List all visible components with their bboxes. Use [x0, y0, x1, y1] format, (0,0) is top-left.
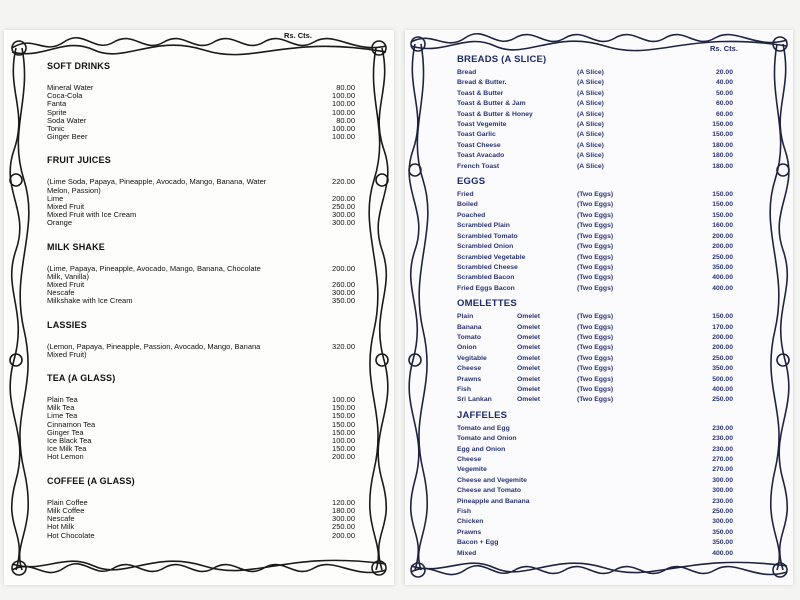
- menu-section-omelettes: [457, 298, 747, 406]
- menu-item: [47, 404, 360, 412]
- menu-item: [457, 465, 747, 475]
- section-note-price: 220.00: [332, 177, 355, 187]
- item-name: Hot Lemon: [47, 452, 84, 462]
- item-price: 100.00: [332, 436, 355, 446]
- menu-item: [47, 297, 360, 305]
- item-type: Omelet: [517, 313, 541, 321]
- item-price: 250.00: [712, 253, 733, 261]
- item-price: 160.00: [712, 222, 733, 230]
- item-price: 20.00: [715, 69, 733, 76]
- item-price: 100.00: [332, 124, 355, 134]
- menu-item: [47, 445, 360, 453]
- item-name: Prawns: [457, 375, 482, 383]
- item-price: 230.00: [712, 445, 733, 453]
- item-portion: (Two Eggs): [577, 354, 614, 362]
- item-price: 350.00: [712, 365, 733, 373]
- section-title: TEA (A GLASS): [47, 373, 116, 384]
- item-name: Cinnamon Tea: [47, 419, 96, 429]
- menu-item: [457, 323, 747, 333]
- menu-item: [457, 528, 747, 538]
- item-price: 230.00: [712, 435, 733, 443]
- item-portion: (A Slice): [577, 89, 604, 97]
- section-title: SOFT DRINKS: [47, 61, 111, 71]
- item-portion: (Two Eggs): [577, 365, 614, 373]
- item-price: 400.00: [712, 274, 733, 282]
- item-portion: (Two Eggs): [577, 222, 614, 230]
- section-title: OMELETTES: [457, 298, 517, 310]
- item-name: Sprite: [47, 107, 67, 117]
- item-name: Fish: [457, 508, 471, 516]
- item-price: 400.00: [712, 385, 733, 393]
- item-price: 150.00: [712, 191, 733, 199]
- item-name: Banana: [457, 323, 482, 331]
- item-name: Mixed Fruit: [47, 280, 85, 290]
- menu-item: [47, 281, 360, 289]
- menu-item: [47, 125, 360, 133]
- item-name: Ice Black Tea: [47, 436, 92, 446]
- menu-item: [457, 517, 747, 527]
- item-price: 200.00: [712, 333, 733, 341]
- item-portion: (A Slice): [577, 121, 604, 129]
- section-title: JAFFELES: [457, 409, 508, 421]
- menu-page-right: [405, 30, 793, 585]
- item-price: 350.00: [712, 539, 733, 547]
- item-price: 200.00: [332, 452, 355, 462]
- menu-item: [457, 151, 747, 161]
- item-price: 200.00: [332, 193, 355, 203]
- item-portion: (A Slice): [577, 152, 604, 160]
- menu-item: [457, 434, 747, 444]
- item-portion: (Two Eggs): [577, 313, 614, 321]
- item-portion: (A Slice): [577, 79, 604, 87]
- menu-item: [457, 162, 747, 172]
- item-type: Omelet: [517, 333, 541, 341]
- item-price: 100.00: [332, 91, 355, 101]
- item-name: Bread: [457, 69, 477, 76]
- menu-section-milk-shake: [47, 242, 360, 306]
- item-price: 150.00: [712, 121, 733, 129]
- item-name: Onion: [457, 344, 477, 352]
- item-name: Vegitable: [457, 354, 487, 362]
- menu-item: [47, 100, 360, 108]
- menu-section-jaffeles: [457, 410, 747, 559]
- menu-item: [457, 263, 747, 273]
- item-name: Orange: [47, 218, 73, 228]
- item-price: 60.00: [715, 110, 733, 118]
- section-note-price: 320.00: [332, 341, 355, 351]
- section-title: LASSIES: [47, 319, 87, 330]
- menu-item: [47, 515, 360, 523]
- menu-item: [457, 445, 747, 455]
- item-portion: (Two Eggs): [577, 263, 614, 271]
- item-name: Mixed Fruit with Ice Cream: [47, 210, 137, 220]
- item-name: Scrambled Tomato: [457, 232, 518, 240]
- item-price: 250.00: [332, 202, 355, 212]
- item-name: Toast Cheese: [457, 141, 501, 149]
- item-price: 270.00: [712, 466, 733, 474]
- menu-item: [47, 421, 360, 429]
- item-name: Scrambled Vegetable: [457, 253, 526, 261]
- item-price: 300.00: [712, 518, 733, 526]
- menu-section-fruit-juices: [47, 155, 360, 227]
- menu-item: [47, 429, 360, 437]
- menu-item: [457, 364, 747, 374]
- item-name: Lime Tea: [47, 411, 78, 421]
- item-portion: (Two Eggs): [577, 396, 614, 404]
- item-name: Sri Lankan: [457, 396, 492, 404]
- menu-item: [457, 120, 747, 130]
- menu-item: [457, 507, 747, 517]
- item-price: 200.00: [712, 243, 733, 251]
- item-type: Omelet: [517, 365, 541, 373]
- item-name: Mixed: [457, 549, 477, 557]
- item-price: 200.00: [712, 344, 733, 352]
- menu-item: [47, 84, 360, 92]
- item-price: 180.00: [332, 505, 355, 515]
- menu-item: [457, 284, 747, 294]
- item-price: 40.00: [715, 79, 733, 87]
- item-price: 180.00: [712, 162, 733, 170]
- menu-section-coffee-a-glass: [47, 476, 360, 540]
- section-title: BREADS (A SLICE): [457, 54, 547, 65]
- menu-item: [47, 92, 360, 100]
- item-portion: (Two Eggs): [577, 232, 614, 240]
- item-portion: (A Slice): [577, 131, 604, 139]
- menu-item: [457, 221, 747, 231]
- menu-item: [457, 455, 747, 465]
- menu-item: [457, 476, 747, 486]
- item-name: Scrambled Bacon: [457, 274, 515, 282]
- item-portion: (A Slice): [577, 110, 604, 118]
- item-portion: (A Slice): [577, 141, 604, 149]
- item-type: Omelet: [517, 344, 541, 352]
- item-price: 150.00: [332, 427, 355, 437]
- item-price: 170.00: [712, 323, 733, 331]
- item-name: Hot Chocolate: [47, 530, 95, 540]
- item-portion: (A Slice): [577, 69, 604, 76]
- item-name: Vegemite: [457, 466, 487, 474]
- menu-item: [457, 549, 747, 559]
- item-name: Plain Coffee: [47, 497, 88, 507]
- item-name: Toast & Butter: [457, 89, 504, 97]
- item-name: Fish: [457, 385, 471, 393]
- item-price: 100.00: [332, 395, 355, 405]
- item-portion: (Two Eggs): [577, 375, 614, 383]
- item-price: 300.00: [712, 476, 733, 484]
- menu-item: [457, 375, 747, 385]
- item-name: Scrambled Cheese: [457, 263, 518, 271]
- item-portion: (Two Eggs): [577, 201, 614, 209]
- item-name: Toast Garlic: [457, 131, 496, 139]
- item-name: Cheese and Tomato: [457, 487, 522, 495]
- menu-item: [457, 486, 747, 496]
- price-column-header: Rs. Cts.: [284, 31, 312, 40]
- menu-item: [47, 499, 360, 507]
- item-name: Plain Tea: [47, 395, 78, 405]
- menu-content-left: [47, 60, 360, 554]
- item-portion: (A Slice): [577, 162, 604, 170]
- item-name: Cheese: [457, 456, 482, 463]
- menu-section-lassies: [47, 320, 360, 359]
- menu-item: [47, 109, 360, 117]
- item-name: Prawns: [457, 528, 482, 536]
- item-name: Poached: [457, 211, 486, 219]
- menu-item: [457, 68, 747, 78]
- menu-item: [457, 130, 747, 140]
- section-note-text: (Lime Soda, Papaya, Pineapple, Avocado, Mango, Banana, Water Melon, Passion): [47, 177, 267, 195]
- menu-item: [457, 395, 747, 405]
- item-price: 250.00: [712, 354, 733, 362]
- item-type: Omelet: [517, 354, 541, 362]
- item-price: 270.00: [712, 456, 733, 463]
- section-note: [47, 177, 355, 195]
- item-price: 400.00: [712, 549, 733, 557]
- item-price: 150.00: [332, 419, 355, 429]
- item-name: Fried: [457, 191, 474, 199]
- item-price: 300.00: [332, 288, 355, 298]
- item-price: 150.00: [712, 131, 733, 139]
- item-portion: (Two Eggs): [577, 333, 614, 341]
- item-price: 250.00: [332, 522, 355, 532]
- item-name: Egg and Onion: [457, 445, 506, 453]
- menu-item: [457, 538, 747, 548]
- menu-section-soft-drinks: [47, 61, 360, 141]
- menu-item: [457, 354, 747, 364]
- item-price: 150.00: [712, 201, 733, 209]
- menu-item: [47, 437, 360, 445]
- item-price: 100.00: [332, 132, 355, 142]
- item-portion: (Two Eggs): [577, 284, 614, 292]
- menu-item: [457, 253, 747, 263]
- section-note-text: (Lime, Papaya, Pineapple, Avocado, Mango, Banana, Chocolate Milk, Vanilla): [47, 263, 261, 281]
- section-title: EGGS: [457, 176, 486, 188]
- menu-content-right: [457, 46, 747, 563]
- item-price: 120.00: [332, 497, 355, 507]
- item-price: 80.00: [336, 83, 355, 92]
- item-portion: (Two Eggs): [577, 191, 614, 199]
- menu-item: [47, 211, 360, 219]
- menu-item: [457, 343, 747, 353]
- item-price: 100.00: [332, 99, 355, 109]
- item-name: Tonic: [47, 124, 65, 134]
- menu-item: [457, 110, 747, 120]
- item-type: Omelet: [517, 323, 541, 331]
- menu-item: [457, 99, 747, 109]
- item-name: Ice Milk Tea: [47, 444, 87, 454]
- item-name: Coca-Cola: [47, 91, 83, 101]
- item-name: Cheese: [457, 365, 482, 373]
- item-price: 300.00: [332, 210, 355, 220]
- item-price: 150.00: [712, 313, 733, 321]
- item-name: Lime: [47, 193, 64, 203]
- item-price: 300.00: [332, 218, 355, 228]
- menu-page-left: [4, 30, 394, 585]
- section-note: [47, 263, 355, 281]
- item-price: 230.00: [712, 424, 733, 432]
- item-type: Omelet: [517, 375, 541, 383]
- item-price: 250.00: [712, 396, 733, 404]
- menu-item: [47, 532, 360, 540]
- item-price: 350.00: [332, 296, 355, 306]
- item-portion: (Two Eggs): [577, 344, 614, 352]
- item-name: Milk Coffee: [47, 505, 85, 515]
- item-portion: (Two Eggs): [577, 253, 614, 261]
- item-price: 260.00: [332, 280, 355, 290]
- menu-item: [457, 200, 747, 210]
- item-portion: (Two Eggs): [577, 274, 614, 282]
- item-price: 250.00: [712, 508, 733, 516]
- item-portion: (Two Eggs): [577, 323, 614, 331]
- item-name: Milkshake with Ice Cream: [47, 296, 133, 306]
- menu-item: [457, 242, 747, 252]
- section-note-price: 200.00: [332, 263, 355, 273]
- menu-item: [457, 385, 747, 395]
- section-title: COFFEE (A GLASS): [47, 475, 135, 486]
- item-portion: (A Slice): [577, 100, 604, 108]
- menu-section-tea-a-glass: [47, 373, 360, 462]
- menu-item: [457, 211, 747, 221]
- menu-item: [47, 195, 360, 203]
- item-name: Nescafe: [47, 288, 75, 298]
- item-name: Milk Tea: [47, 403, 75, 413]
- item-price: 200.00: [332, 530, 355, 540]
- menu-item: [457, 89, 747, 99]
- menu-item: [457, 312, 747, 322]
- menu-item: [47, 396, 360, 404]
- item-name: Plain: [457, 313, 474, 321]
- item-name: Toast Vegemite: [457, 121, 507, 129]
- item-price: 500.00: [712, 375, 733, 383]
- item-price: 100.00: [332, 107, 355, 117]
- menu-item: [457, 273, 747, 283]
- item-price: 150.00: [332, 411, 355, 421]
- item-name: Toast & Butter & Jam: [457, 100, 526, 108]
- item-price: 300.00: [332, 514, 355, 524]
- item-price: 180.00: [712, 141, 733, 149]
- item-name: Ginger Tea: [47, 427, 84, 437]
- item-price: 150.00: [332, 444, 355, 454]
- item-name: Fried Eggs Bacon: [457, 284, 515, 292]
- item-name: Scrambled Plain: [457, 222, 510, 230]
- item-price: 180.00: [712, 152, 733, 160]
- item-name: Tomato and Egg: [457, 424, 510, 432]
- price-column-header: Rs. Cts.: [710, 44, 738, 53]
- item-price: 350.00: [712, 528, 733, 536]
- item-portion: (Two Eggs): [577, 243, 614, 251]
- menu-item: [457, 424, 747, 434]
- item-type: Omelet: [517, 396, 541, 404]
- item-name: Chicken: [457, 518, 484, 526]
- item-type: Omelet: [517, 385, 541, 393]
- menu-item: [457, 232, 747, 242]
- item-name: Scrambled Onion: [457, 243, 514, 251]
- menu-item: [47, 117, 360, 125]
- item-name: Tomato and Onion: [457, 435, 517, 443]
- menu-item: [457, 78, 747, 88]
- item-price: 150.00: [712, 211, 733, 219]
- item-name: Boiled: [457, 201, 478, 209]
- menu-item: [457, 190, 747, 200]
- item-name: Nescafe: [47, 514, 75, 524]
- menu-item: [47, 133, 360, 141]
- item-price: 50.00: [715, 89, 733, 97]
- item-price: 230.00: [712, 497, 733, 505]
- item-name: Cheese and Vegemite: [457, 476, 527, 484]
- item-name: French Toast: [457, 162, 500, 170]
- item-price: 150.00: [332, 403, 355, 413]
- item-name: Ginger Beer: [47, 132, 88, 142]
- item-name: Soda Water: [47, 115, 87, 125]
- item-name: Mixed Fruit: [47, 202, 85, 212]
- item-price: 400.00: [712, 284, 733, 292]
- item-name: Hot Milk: [47, 522, 75, 532]
- item-price: 60.00: [715, 100, 733, 108]
- item-price: 300.00: [712, 487, 733, 495]
- menu-item: [47, 351, 360, 359]
- menu-section-breads-a-slice: [457, 54, 747, 172]
- item-name: Toast & Butter & Honey: [457, 110, 533, 118]
- item-name: Fanta: [47, 99, 67, 109]
- section-note-text: (Lemon, Papaya, Pineapple, Passion, Avocado, Mango, Banana: [47, 341, 261, 351]
- section-title: MILK SHAKE: [47, 241, 105, 252]
- menu-item: [47, 507, 360, 515]
- menu-item: [457, 497, 747, 507]
- item-name: Mixed Fruit): [47, 349, 87, 359]
- menu-sections-right: [457, 46, 747, 559]
- item-name: Toast Avacado: [457, 152, 505, 160]
- menu-item: [47, 453, 360, 461]
- menu-item: [457, 141, 747, 151]
- item-name: Pineapple and Banana: [457, 497, 530, 505]
- item-portion: (Two Eggs): [577, 211, 614, 219]
- section-title: FRUIT JUICES: [47, 155, 111, 166]
- item-name: Bread & Butter.: [457, 79, 507, 87]
- item-price: 200.00: [712, 232, 733, 240]
- item-portion: (Two Eggs): [577, 385, 614, 393]
- item-name: Mineral Water: [47, 83, 94, 92]
- item-price: 80.00: [336, 115, 355, 125]
- item-name: Bacon + Egg: [457, 539, 499, 547]
- item-price: 350.00: [712, 263, 733, 271]
- menu-section-eggs: [457, 176, 747, 294]
- item-name: Tomato: [457, 333, 482, 341]
- menu-item: [457, 333, 747, 343]
- menu-item: [47, 219, 360, 227]
